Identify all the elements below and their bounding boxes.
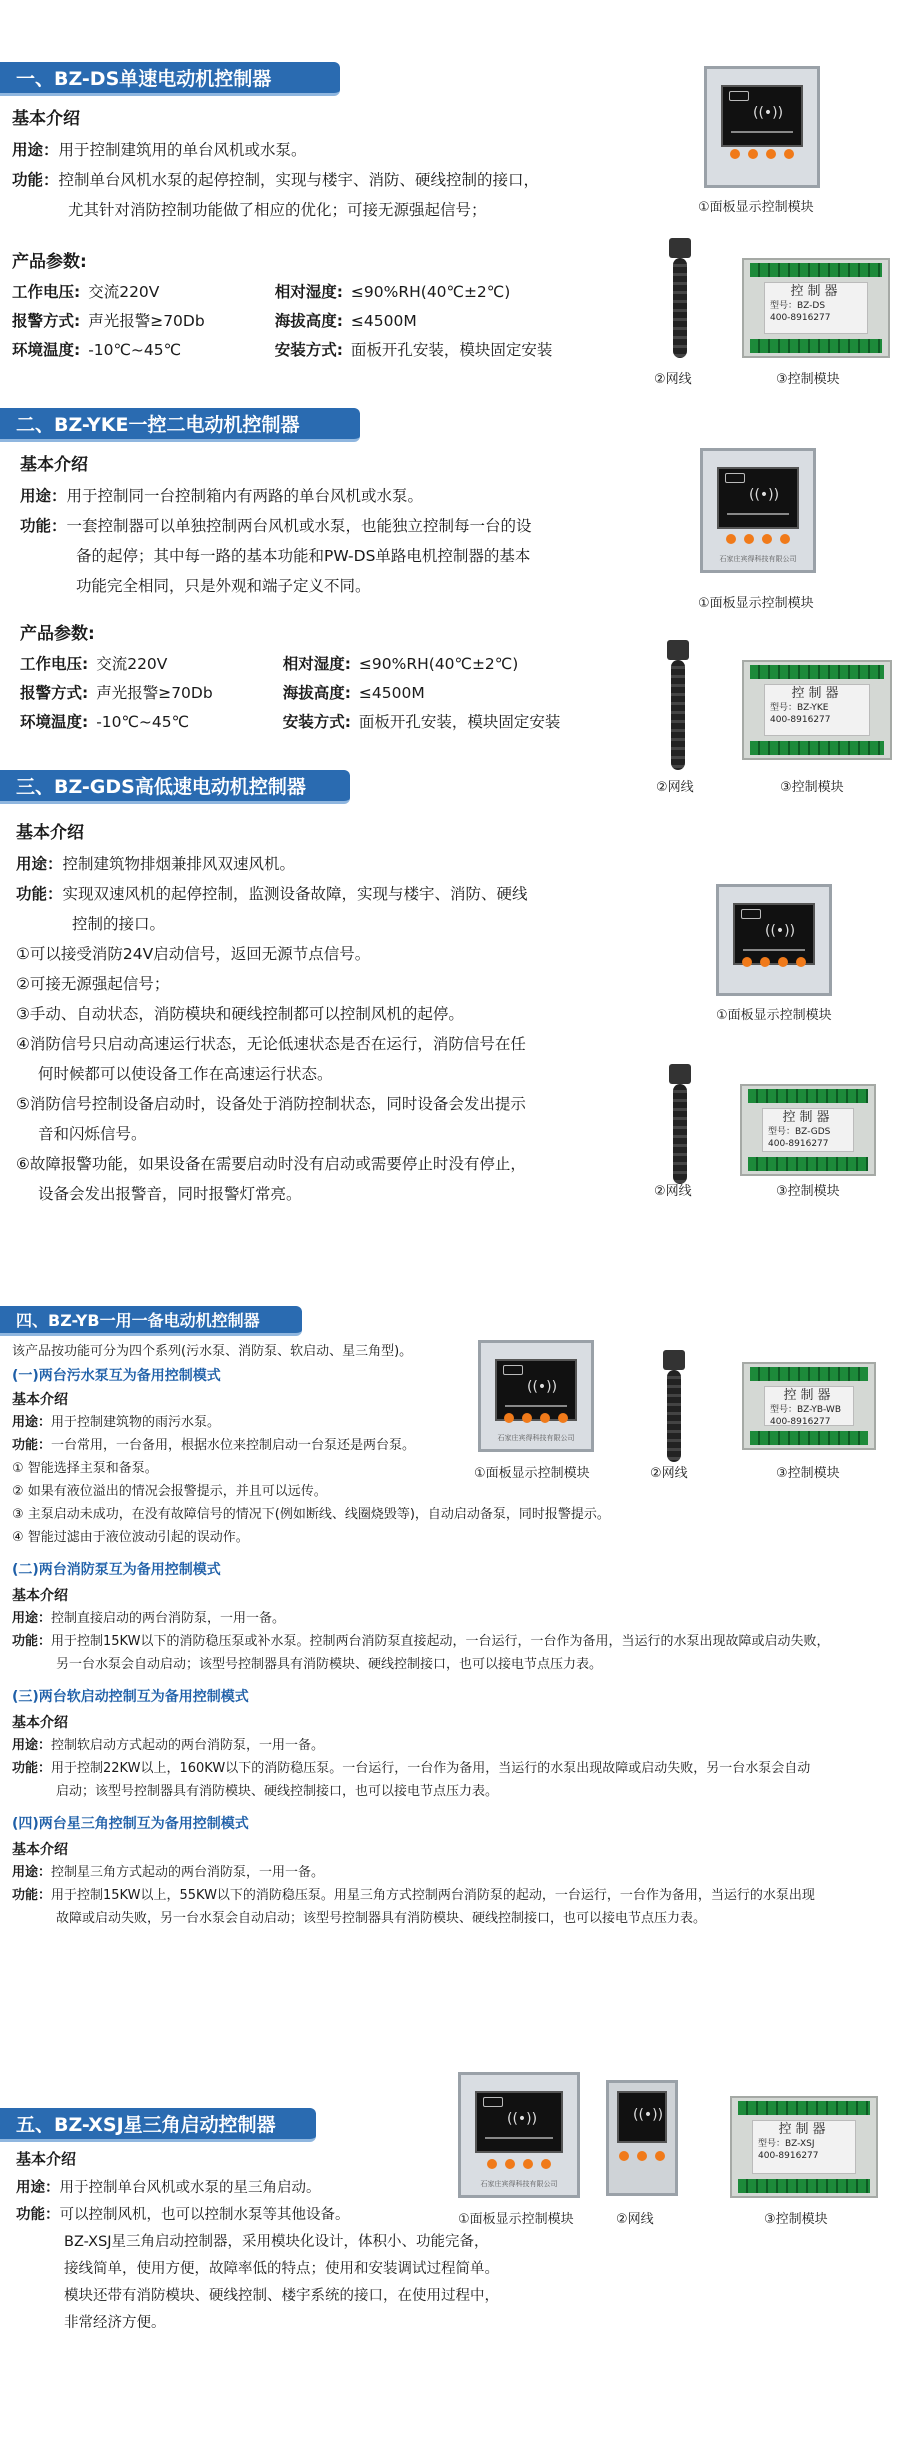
brand-label: 石家庄宾得科技有限公司 bbox=[497, 1434, 575, 1442]
intro-heading: 基本介绍 bbox=[12, 1392, 68, 1408]
section-3-title: 三、BZ-GDS高低速电动机控制器 bbox=[0, 770, 350, 804]
function-text: 备的起停；其中每一路的基本功能和PW-DS单路电机控制器的基本 bbox=[76, 547, 531, 565]
params-row bbox=[20, 650, 568, 679]
description-line: BZ-XSJ星三角启动控制器，采用模块化设计，体积小、功能完备， bbox=[64, 2234, 489, 2250]
section-2-title: 二、BZ-YKE一控二电动机控制器 bbox=[0, 408, 360, 442]
network-cable-image bbox=[654, 1350, 694, 1462]
module-model: 型号：BZ-DS bbox=[770, 301, 826, 311]
intro-heading: 基本介绍 bbox=[16, 2150, 77, 2168]
module-phone: 400-8916277 bbox=[770, 1417, 831, 1427]
param-key: 相对湿度: bbox=[282, 655, 351, 673]
function-text: 故障或启动失败，另一台水泵会自动启动；该型号控制器具有消防模块、硬线控制接口，也可以接电节点压力表。 bbox=[56, 1911, 707, 1926]
feature-item: ③手动、自动状态，消防模块和硬线控制都可以控制风机的起停。 bbox=[16, 1005, 464, 1023]
params-heading: 产品参数: bbox=[12, 252, 87, 272]
control-panel-image: ((•)) bbox=[704, 66, 820, 188]
param-value: 声光报警≥70Db bbox=[96, 684, 213, 702]
mode-a-item: ① 智能选择主泵和备泵。 bbox=[12, 1461, 158, 1476]
module-phone: 400-8916277 bbox=[768, 1139, 829, 1149]
control-panel-image: ((•)) 石家庄宾得科技有限公司 bbox=[700, 448, 816, 573]
section-2-body bbox=[20, 450, 650, 737]
param-key: 环境温度: bbox=[20, 713, 89, 731]
params-heading: 产品参数: bbox=[20, 624, 95, 644]
control-panel-image: ((•)) 石家庄宾得科技有限公司 bbox=[458, 2072, 580, 2198]
function-text: 用于控制15KW以下的消防稳压泵或补水泵。控制两台消防泵直接起动，一台运行，一台作为备用，当运行的水泵出现故障或启动失败， bbox=[51, 1634, 830, 1649]
params-table bbox=[12, 278, 560, 365]
use-label: 用途： bbox=[12, 141, 59, 159]
function-text: 实现双速风机的起停控制，监测设备故障，实现与楼宇、消防、硬线 bbox=[62, 885, 528, 903]
feature-item: ⑥故障报警功能，如果设备在需要启动时没有启动或需要停止时没有停止， bbox=[16, 1155, 526, 1173]
panel-caption: ①面板显示控制模块 bbox=[716, 1008, 832, 1023]
function-text: 一套控制器可以单独控制两台风机或水泵，也能独立控制每一台的设 bbox=[66, 517, 532, 535]
param-key: 报警方式: bbox=[12, 312, 81, 330]
param-key: 相对湿度: bbox=[274, 283, 343, 301]
module-phone: 400-8916277 bbox=[770, 715, 831, 725]
function-label: 功能： bbox=[12, 171, 59, 189]
feature-item: ⑤消防信号控制设备启动时，设备处于消防控制状态，同时设备会发出提示 bbox=[16, 1095, 526, 1113]
use-text: 控制软启动方式起动的两台消防泵，一用一备。 bbox=[51, 1738, 325, 1753]
mode-a-item: ③ 主泵启动未成功，在没有故障信号的情况下(例如断线、线圈烧毁等)，自动启动备泵，同时报警提示。 bbox=[12, 1507, 610, 1522]
function-text: 一台常用，一台备用，根据水位来控制启动一台泵还是两台泵。 bbox=[51, 1438, 416, 1453]
param-key: 工作电压: bbox=[20, 655, 89, 673]
module-title: 控制器 bbox=[778, 2122, 830, 2137]
description-line: 模块还带有消防模块、硬线控制、楼宇系统的接口，在使用过程中， bbox=[64, 2288, 499, 2304]
panel-caption: ①面板显示控制模块 bbox=[474, 1466, 590, 1481]
param-key: 工作电压: bbox=[12, 283, 81, 301]
network-cable-image bbox=[660, 238, 700, 358]
params-row bbox=[12, 278, 560, 307]
params-table bbox=[20, 650, 568, 737]
panel-caption: ①面板显示控制模块 bbox=[458, 2212, 574, 2227]
brand-label: 石家庄宾得科技有限公司 bbox=[480, 2180, 558, 2188]
section-4-desc: 该产品按功能可分为四个系列(污水泵、消防泵、软启动、星三角型)。 bbox=[12, 1344, 413, 1359]
section-5-title: 五、BZ-XSJ星三角启动控制器 bbox=[0, 2108, 316, 2142]
intro-heading: 基本介绍 bbox=[16, 823, 84, 843]
function-text: 控制的接口。 bbox=[72, 915, 166, 933]
panel-caption: ①面板显示控制模块 bbox=[698, 200, 814, 215]
description-line: 接线简单，使用方便，故障率低的特点；使用和安装调试过程简单。 bbox=[64, 2261, 499, 2277]
cable-caption: ②网线 bbox=[654, 372, 692, 387]
module-title: 控制器 bbox=[791, 686, 843, 701]
module-caption: ③控制模块 bbox=[776, 372, 840, 387]
feature-item: 设备会发出报警音，同时报警灯常亮。 bbox=[38, 1185, 302, 1203]
cable-caption: ②网线 bbox=[656, 780, 694, 795]
feature-item: 音和闪烁信号。 bbox=[38, 1125, 147, 1143]
param-value: -10℃~45℃ bbox=[88, 341, 182, 359]
module-model: 型号：BZ-GDS bbox=[768, 1127, 831, 1137]
mode-a-item: ④ 智能过滤由于液位波动引起的误动作。 bbox=[12, 1530, 249, 1545]
function-text: 用于控制15KW以上，55KW以下的消防稳压泵。用星三角方式控制两台消防泵的起动，一台运行，一台作为备用，当运行的水泵出现 bbox=[51, 1888, 815, 1903]
use-label: 用途： bbox=[12, 1738, 52, 1753]
module-title: 控制器 bbox=[782, 1110, 834, 1125]
use-label: 用途： bbox=[12, 1611, 52, 1626]
feature-item: ④消防信号只启动高速运行状态，无论低速状态是否在运行，消防信号在任 bbox=[16, 1035, 526, 1053]
section-3-body bbox=[16, 818, 656, 1209]
function-text: 启动；该型号控制器具有消防模块、硬线控制接口，也可以接电节点压力表。 bbox=[56, 1784, 499, 1799]
param-key: 海拔高度: bbox=[274, 312, 343, 330]
control-module-image bbox=[740, 1084, 876, 1176]
param-value: 面板开孔安装，模块固定安装 bbox=[358, 713, 561, 731]
module-title: 控制器 bbox=[790, 284, 842, 299]
control-panel-image: ((•)) 石家庄宾得科技有限公司 bbox=[478, 1340, 594, 1452]
use-label: 用途： bbox=[16, 2180, 60, 2196]
network-cable-image bbox=[660, 1064, 700, 1184]
function-label: 功能： bbox=[16, 885, 63, 903]
param-value: ≤90%RH(40℃±2℃) bbox=[358, 655, 519, 673]
use-text: 控制星三角方式起动的两台消防泵，一用一备。 bbox=[51, 1865, 325, 1880]
params-row bbox=[20, 708, 568, 737]
function-label: 功能： bbox=[20, 517, 67, 535]
param-value: ≤4500M bbox=[358, 684, 425, 702]
function-label: 功能： bbox=[12, 1438, 52, 1453]
use-text: 控制直接启动的两台消防泵，一用一备。 bbox=[51, 1611, 286, 1626]
cable-caption: ②网线 bbox=[650, 1466, 688, 1481]
control-module-image bbox=[742, 1362, 876, 1450]
module-title: 控制器 bbox=[783, 1388, 835, 1403]
panel-caption: ①面板显示控制模块 bbox=[698, 596, 814, 611]
use-label: 用途： bbox=[20, 487, 67, 505]
module-caption: ③控制模块 bbox=[776, 1184, 840, 1199]
function-label: 功能： bbox=[16, 2207, 60, 2223]
function-text: 用于控制22KW以上，160KW以下的消防稳压泵。一台运行，一台作为备用，当运行的水泵出现故障或启动失败，另一台水泵会自动 bbox=[51, 1761, 811, 1776]
params-row bbox=[12, 336, 560, 365]
feature-item: ②可接无源强起信号； bbox=[16, 975, 170, 993]
mode-a-title: (一)两台污水泵互为备用控制模式 bbox=[12, 1368, 221, 1384]
param-value: ≤90%RH(40℃±2℃) bbox=[350, 283, 511, 301]
params-row bbox=[12, 307, 560, 336]
params-row bbox=[20, 679, 568, 708]
network-cable-image: ((•)) bbox=[606, 2080, 678, 2196]
mode-c-title: (三)两台软启动控制互为备用控制模式 bbox=[12, 1689, 249, 1705]
param-value: ≤4500M bbox=[350, 312, 417, 330]
use-text: 用于控制建筑物的雨污水泵。 bbox=[51, 1415, 221, 1430]
use-label: 用途： bbox=[12, 1865, 52, 1880]
param-value: 声光报警≥70Db bbox=[88, 312, 205, 330]
function-label: 功能： bbox=[12, 1888, 52, 1903]
cable-caption: ②网线 bbox=[616, 2212, 654, 2227]
use-label: 用途： bbox=[12, 1415, 52, 1430]
param-key: 安装方式: bbox=[274, 341, 343, 359]
brand-label: 石家庄宾得科技有限公司 bbox=[719, 555, 797, 563]
intro-heading: 基本介绍 bbox=[20, 455, 88, 475]
section-1-body bbox=[12, 104, 642, 365]
use-label: 用途： bbox=[16, 855, 63, 873]
function-text: 可以控制风机，也可以控制水泵等其他设备。 bbox=[59, 2207, 350, 2223]
function-text: 另一台水泵会自动启动；该型号控制器具有消防模块、硬线控制接口，也可以接电节点压力表。 bbox=[56, 1657, 603, 1672]
param-value: 交流220V bbox=[96, 655, 168, 673]
module-phone: 400-8916277 bbox=[770, 313, 831, 323]
intro-heading: 基本介绍 bbox=[12, 1715, 68, 1731]
use-text: 用于控制建筑用的单台风机或水泵。 bbox=[58, 141, 307, 159]
param-value: 交流220V bbox=[88, 283, 160, 301]
module-model: 型号：BZ-YKE bbox=[770, 703, 829, 713]
module-caption: ③控制模块 bbox=[780, 780, 844, 795]
use-text: 用于控制单台风机或水泵的星三角启动。 bbox=[59, 2180, 321, 2196]
function-text: 尤其针对消防控制功能做了相应的优化；可接无源强起信号； bbox=[68, 201, 487, 219]
section-4-title: 四、BZ-YB一用一备电动机控制器 bbox=[0, 1306, 302, 1336]
intro-heading: 基本介绍 bbox=[12, 1588, 68, 1604]
function-label: 功能： bbox=[12, 1761, 52, 1776]
param-key: 报警方式: bbox=[20, 684, 89, 702]
control-module-image bbox=[742, 258, 890, 358]
use-text: 控制建筑物排烟兼排风双速风机。 bbox=[62, 855, 296, 873]
function-label: 功能： bbox=[12, 1634, 52, 1649]
control-module-image bbox=[730, 2096, 878, 2198]
intro-heading: 基本介绍 bbox=[12, 109, 80, 129]
param-key: 安装方式: bbox=[282, 713, 351, 731]
mode-d-title: (四)两台星三角控制互为备用控制模式 bbox=[12, 1816, 249, 1832]
intro-heading: 基本介绍 bbox=[12, 1842, 68, 1858]
param-value: -10℃~45℃ bbox=[96, 713, 190, 731]
mode-b-title: (二)两台消防泵互为备用控制模式 bbox=[12, 1562, 221, 1578]
param-value: 面板开孔安装，模块固定安装 bbox=[350, 341, 553, 359]
section-1-title: 一、BZ-DS单速电动机控制器 bbox=[0, 62, 340, 96]
description-line: 非常经济方便。 bbox=[64, 2315, 166, 2331]
feature-item: 何时候都可以使设备工作在高速运行状态。 bbox=[38, 1065, 333, 1083]
function-text: 控制单台风机水泵的起停控制，实现与楼宇、消防、硬线控制的接口， bbox=[58, 171, 540, 189]
use-text: 用于控制同一台控制箱内有两路的单台风机或水泵。 bbox=[66, 487, 424, 505]
module-caption: ③控制模块 bbox=[764, 2212, 828, 2227]
control-panel-image: ((•)) bbox=[716, 884, 832, 996]
mode-a-item: ② 如果有液位溢出的情况会报警提示，并且可以远传。 bbox=[12, 1484, 327, 1499]
cable-caption: ②网线 bbox=[654, 1184, 692, 1199]
control-module-image bbox=[742, 660, 892, 760]
param-key: 海拔高度: bbox=[282, 684, 351, 702]
network-cable-image bbox=[658, 640, 698, 770]
module-caption: ③控制模块 bbox=[776, 1466, 840, 1481]
function-text: 功能完全相同，只是外观和端子定义不同。 bbox=[76, 577, 371, 595]
feature-item: ①可以接受消防24V启动信号，返回无源节点信号。 bbox=[16, 945, 371, 963]
module-model: 型号：BZ-XSJ bbox=[758, 2139, 815, 2149]
module-phone: 400-8916277 bbox=[758, 2151, 819, 2161]
module-model: 型号：BZ-YB-WB bbox=[770, 1405, 841, 1415]
param-key: 环境温度: bbox=[12, 341, 81, 359]
